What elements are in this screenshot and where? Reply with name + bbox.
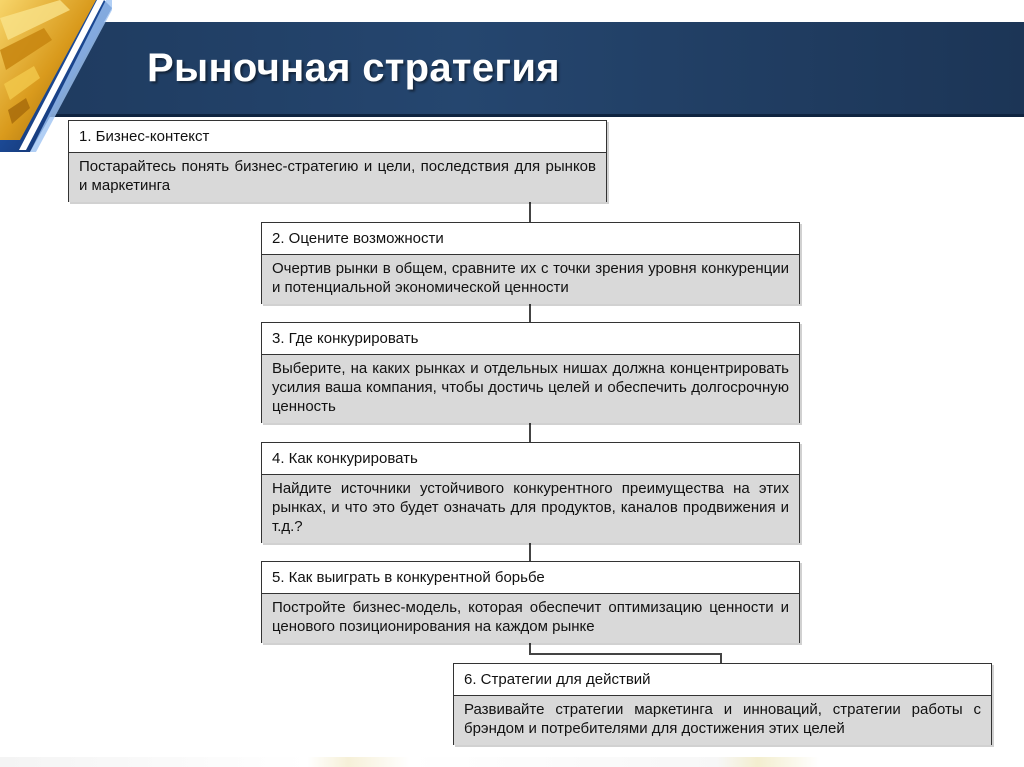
page-title: Рыночная стратегия (147, 46, 560, 90)
connector-line (529, 200, 531, 223)
step-heading: 5. Как выиграть в конкурентной борьбе (262, 562, 799, 594)
title-banner-underline (0, 114, 1024, 117)
step-box-4 (261, 442, 800, 543)
step-box-1 (68, 120, 607, 202)
step-description: Постройте бизнес-модель, которая обеспечит оптимизацию ценности и ценового позиционирования на каждом рынке (262, 594, 799, 643)
step-description: Развивайте стратегии маркетинга и инноваций, стратегии работы с брэндом и потребителями для достижения этих целей (454, 696, 991, 745)
step-heading: 4. Как конкурировать (262, 443, 799, 475)
step-box-2 (261, 222, 800, 304)
step-description: Выберите, на каких рынках и отдельных нишах должна концентрировать усилия ваша компания, чтобы достичь целей и обеспечить долгосрочную ценность (262, 355, 799, 423)
step-description: Найдите источники устойчивого конкурентного преимущества на этих рынках, и что это будет означать для продуктов, каналов продвижения и т.д.? (262, 475, 799, 543)
connector-line (529, 653, 721, 655)
connector-line (529, 303, 531, 323)
bottom-decoration (0, 757, 1024, 767)
step-description: Очертив рынки в общем, сравните их с точки зрения уровня конкуренции и потенциальной экономической ценности (262, 255, 799, 304)
step-box-5 (261, 561, 800, 643)
step-heading: 1. Бизнес-контекст (69, 121, 606, 153)
connector-line (529, 422, 531, 443)
step-description: Постарайтесь понять бизнес-стратегию и цели, последствия для рынков и маркетинга (69, 153, 606, 202)
step-box-6 (453, 663, 992, 745)
step-heading: 2. Оцените возможности (262, 223, 799, 255)
connector-line (529, 542, 531, 562)
step-heading: 3. Где конкурировать (262, 323, 799, 355)
step-box-3 (261, 322, 800, 423)
step-heading: 6. Стратегии для действий (454, 664, 991, 696)
